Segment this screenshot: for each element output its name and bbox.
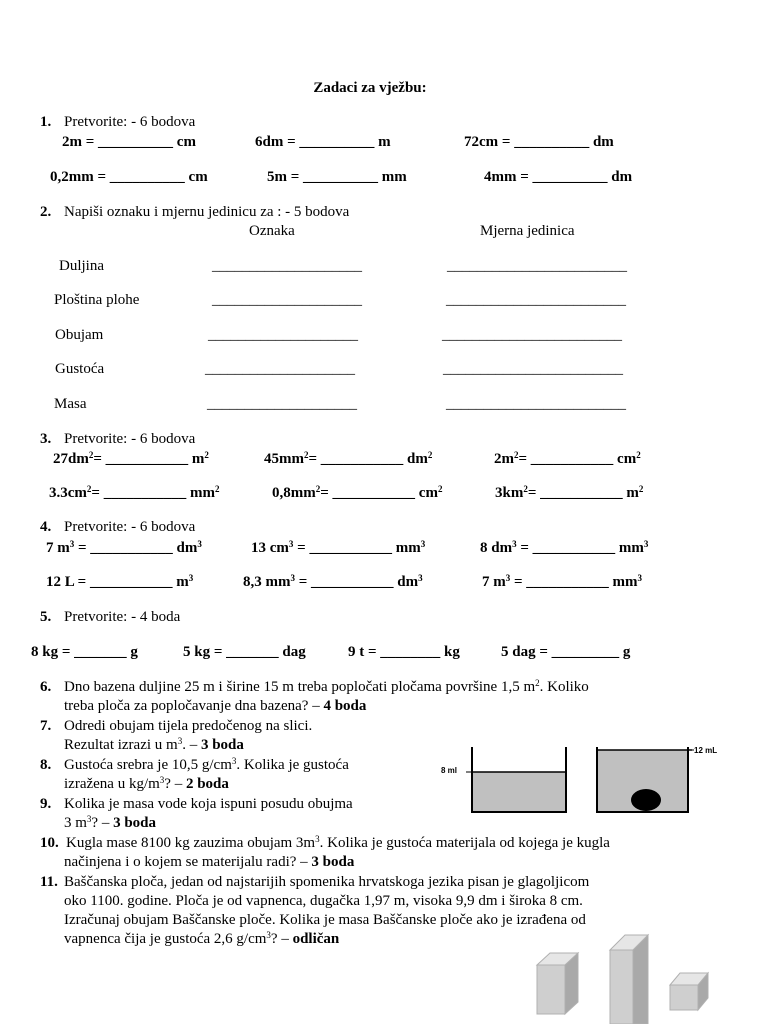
task-3-item: $3.3cm^2=$ ___________ $mm^2$ [49, 484, 220, 501]
answer-line: ____________________ [212, 258, 362, 274]
prism-middle [610, 935, 648, 1024]
answer-line: ________________________ [442, 327, 622, 343]
row-label-plostina: Ploština plohe [54, 292, 140, 308]
task-3-item: $27dm^2=$ ___________ $m^2$ [53, 450, 209, 467]
task-5-item: 9 t = ________ kg [348, 644, 460, 660]
prism-left [537, 953, 578, 1014]
task-1-heading: Pretvorite: - 6 bodova [64, 114, 196, 130]
task-8-text: Gustoća srebra je 10,5 $g/cm^3$. Kolika je gustoća [64, 756, 349, 773]
task-4-item: 8 $dm^3$ = ___________ $mm^3$ [480, 539, 649, 556]
page-title: Zadaci za vježbu: [313, 80, 427, 96]
task-11-text: Izračunaj obujam Baščanske ploče. Kolika je masa Baščanske ploče ako je izrađena od [64, 912, 586, 928]
row-label-masa: Masa [54, 396, 87, 412]
task-7-text: Odredi obujam tijela predočenog na slici. [64, 718, 313, 734]
task-1-number: 1. [40, 114, 52, 130]
task-4-heading: Pretvorite: - 6 bodova [64, 519, 196, 535]
task-4-item: 7 $m^3$ = ___________ $dm^3$ [46, 539, 202, 556]
task-8-number: 8. [40, 757, 52, 773]
row-label-obujam: Obujam [55, 327, 104, 343]
column-header-oznaka: Oznaka [249, 223, 295, 239]
task-3-number: 3. [40, 431, 52, 447]
answer-line: ________________________ [446, 292, 626, 308]
task-4-item: 12 L = ___________ $m^3$ [46, 573, 194, 590]
left-vessel-label: 8 ml [441, 766, 458, 775]
row-label-gustoca: Gustoća [55, 361, 105, 377]
submerged-body [631, 789, 661, 811]
right-vessel-label: 12 mL [694, 746, 718, 755]
task-3-item: $2m^2=$ ___________ $cm^2$ [494, 450, 641, 467]
task-10-number: 10. [40, 835, 59, 851]
task-6-number: 6. [40, 679, 52, 695]
task-4-item: 7 $m^3$ = ___________ $mm^3$ [482, 573, 643, 590]
task-1-item: 2m = __________ cm [62, 134, 196, 150]
task-1-item: 5m = __________ mm [267, 169, 407, 185]
column-header-mjerna-jedinica: Mjerna jedinica [480, 223, 575, 239]
task-3-item: $3km^2=$ ___________ $m^2$ [495, 484, 644, 501]
task-1-item: 72cm = __________ dm [464, 134, 614, 150]
row-label-duljina: Duljina [59, 258, 104, 274]
task-1-item: 4mm = __________ dm [484, 169, 633, 185]
task-3-item: $45mm^2=$ ___________ $dm^2$ [264, 450, 433, 467]
task-4-item: 8,3 $mm^3$ = ___________ $dm^3$ [243, 573, 423, 590]
task-5-item: 5 dag = _________ g [501, 644, 631, 660]
prism-right [670, 973, 708, 1010]
answer-line: ________________________ [447, 258, 627, 274]
task-6-text: Dno bazena duljine 25 m i širine 15 m treba popločati pločama površine 1,5 $m^2$. Koliko [64, 678, 589, 695]
task-11-text: vapnenca čija je gustoća 2,6 $g/cm^3$? – odličan [64, 930, 340, 947]
task-5-item: 8 kg = _______ g [31, 644, 138, 660]
task-3-item: $0,8mm^2=$ ___________ $cm^2$ [272, 484, 443, 501]
task-11-number: 11. [40, 874, 58, 890]
task-1-item: 6dm = __________ m [255, 134, 391, 150]
task-11-text: oko 1100. godine. Ploča je od vapnenca, dugačka 1,97 m, visoka 9,9 dm i široka 8 cm. [64, 893, 583, 909]
task-4-number: 4. [40, 519, 52, 535]
task-1-item: 0,2mm = __________ cm [50, 169, 208, 185]
task-7-number: 7. [40, 718, 52, 734]
task-4-item: 13 $cm^3$ = ___________ $mm^3$ [251, 539, 426, 556]
task-2-heading: Napiši oznaku i mjernu jedinicu za : - 5 bodova [64, 204, 350, 220]
answer-line: ____________________ [207, 396, 357, 412]
task-5-item: 5 kg = _______ dag [183, 644, 306, 660]
answer-line: ________________________ [446, 396, 626, 412]
task-2-number: 2. [40, 204, 52, 220]
answer-line: ____________________ [208, 327, 358, 343]
left-vessel-water [472, 772, 566, 812]
task-11-text: Baščanska ploča, jedan od najstarijih spomenika hrvatskoga jezika pisan je glagoljicom [64, 874, 590, 890]
task-5-heading: Pretvorite: - 4 boda [64, 609, 181, 625]
task-8-text: izražena u $kg/m^3$? – 2 boda [64, 775, 229, 792]
task-6-text: treba ploča za popločavanje dna bazena? – 4 boda [64, 698, 367, 714]
task-10-text: načinjena i o kojem se materijalu radi? – 3 boda [64, 854, 355, 870]
task-9-text: 3 $m^3$? – 3 boda [64, 814, 157, 831]
task-9-number: 9. [40, 796, 52, 812]
task-5-number: 5. [40, 609, 52, 625]
task-10-text: Kugla mase 8100 kg zauzima obujam $3m^3$. Kolika je gustoća materijala od kojega je kugla [66, 834, 610, 851]
answer-line: ____________________ [205, 361, 355, 377]
answer-line: ________________________ [443, 361, 623, 377]
answer-line: ____________________ [212, 292, 362, 308]
task-3-heading: Pretvorite: - 6 bodova [64, 431, 196, 447]
task-9-text: Kolika je masa vode koja ispuni posudu obujma [64, 796, 353, 812]
task-7-text: Rezultat izrazi u $m^3$. – 3 boda [64, 736, 244, 753]
